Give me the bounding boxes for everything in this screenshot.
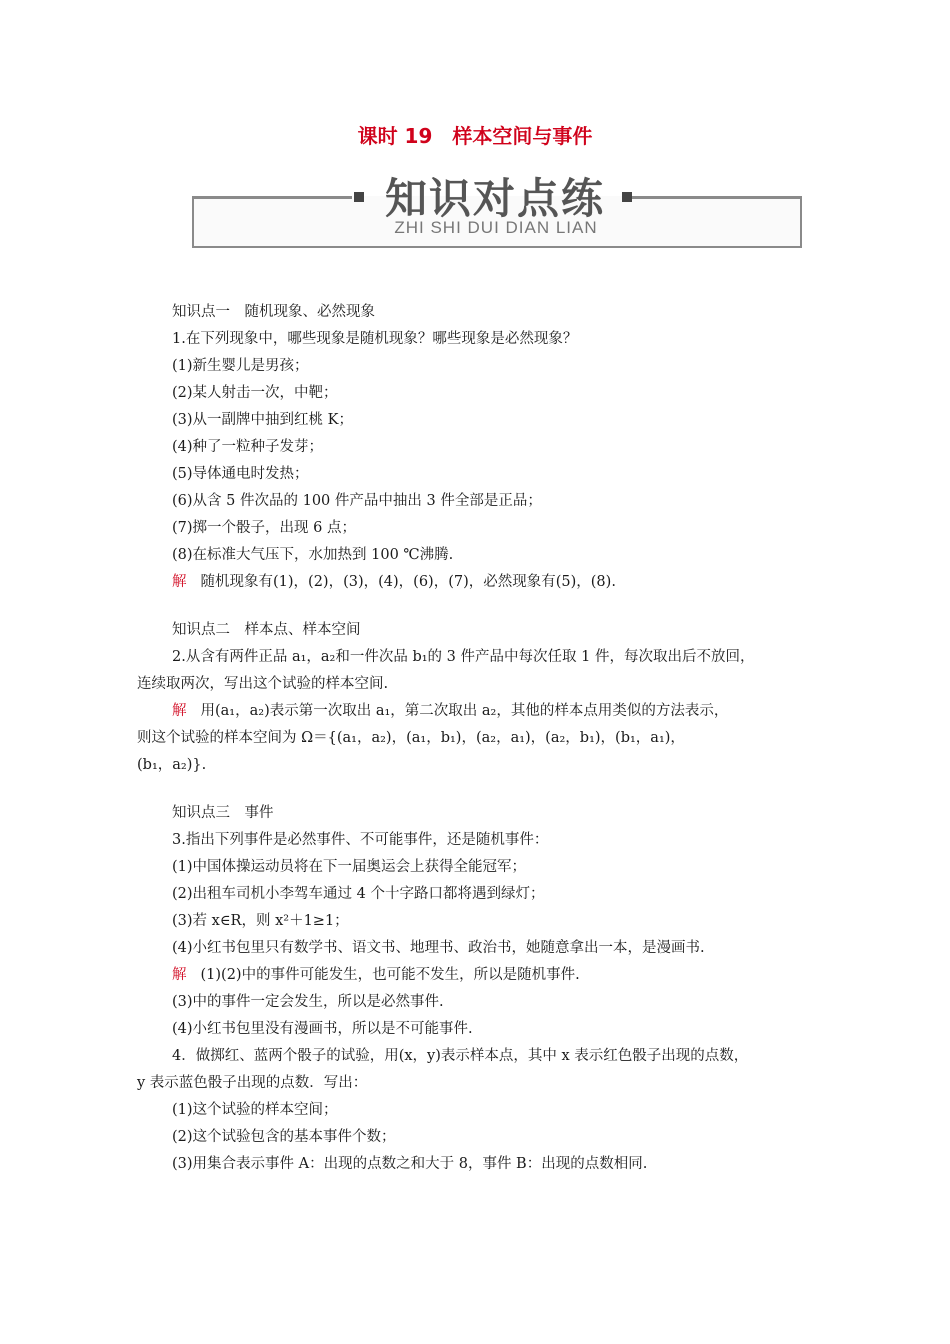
text-line bbox=[137, 908, 817, 935]
text-line bbox=[137, 353, 817, 380]
line-text: (7)掷一个骰子，出现 6 点； bbox=[172, 520, 356, 536]
text-line bbox=[137, 935, 817, 962]
line-text: (3)中的事件一定会发生，所以是必然事件. bbox=[172, 994, 444, 1010]
line-text: 4．做掷红、蓝两个骰子的试验，用(x，y)表示样本点，其中 x 表示红色骰子出现的点数， bbox=[172, 1048, 749, 1064]
solution-line bbox=[137, 569, 817, 596]
line-text: (1)这个试验的样本空间； bbox=[172, 1102, 338, 1118]
text-line bbox=[137, 725, 817, 752]
line-text: 1.在下列现象中，哪些现象是随机现象？哪些现象是必然现象？ bbox=[172, 331, 578, 347]
text-line bbox=[137, 854, 817, 881]
line-text: (1)中国体操运动员将在下一届奥运会上获得全能冠军； bbox=[172, 859, 527, 875]
text-line bbox=[137, 407, 817, 434]
line-text: (2)出租车司机小李驾车通过 4 个十字路口都将遇到绿灯； bbox=[172, 886, 545, 902]
line-text: 用(a₁，a₂)表示第一次取出 a₁，第二次取出 a₂，其他的样本点用类似的方法表示， bbox=[200, 703, 729, 719]
line-text: (2)这个试验包含的基本事件个数； bbox=[172, 1129, 396, 1145]
text-line bbox=[137, 488, 817, 515]
text-line bbox=[137, 989, 817, 1016]
solution-line bbox=[137, 698, 817, 725]
solution-label: 解 bbox=[172, 703, 187, 719]
text-line bbox=[137, 881, 817, 908]
banner-pinyin: ZHI SHI DUI DIAN LIAN bbox=[394, 218, 598, 237]
line-text: 则这个试验的样本空间为 Ω＝{(a₁，a₂)，(a₁，b₁)，(a₂，a₁)，(a₂，b₁)，(b₁，a₁)， bbox=[137, 730, 685, 746]
line-text: 连续取两次，写出这个试验的样本空间. bbox=[137, 676, 389, 692]
line-text: (3)若 x∈R，则 x²＋1≥1； bbox=[172, 913, 349, 929]
section-gap bbox=[137, 596, 817, 616]
text-line bbox=[137, 1043, 817, 1070]
text-line bbox=[137, 326, 817, 353]
text-line bbox=[137, 1016, 817, 1043]
text-line bbox=[137, 1097, 817, 1124]
line-text: (6)从含 5 件次品的 100 件产品中抽出 3 件全部是正品； bbox=[172, 493, 542, 509]
line-text: 随机现象有(1)，(2)，(3)，(4)，(6)，(7)，必然现象有(5)，(8). bbox=[200, 574, 616, 590]
line-text: (8)在标准大气压下，水加热到 100 ℃沸腾. bbox=[172, 547, 454, 563]
text-line bbox=[137, 380, 817, 407]
text-line bbox=[137, 515, 817, 542]
line-text: (3)从一副牌中抽到红桃 K； bbox=[172, 412, 353, 428]
text-line bbox=[137, 1070, 817, 1097]
solution-label: 解 bbox=[172, 574, 187, 590]
text-line bbox=[137, 434, 817, 461]
document-body bbox=[137, 298, 817, 1178]
section-title: 知识点二 样本点、样本空间 bbox=[172, 622, 361, 638]
banner-title: 知识对点练 bbox=[384, 174, 605, 223]
text-line bbox=[137, 827, 817, 854]
lesson-title: 课时 19 样本空间与事件 bbox=[357, 124, 593, 148]
banner-rule-left bbox=[192, 196, 352, 199]
section-banner bbox=[192, 162, 804, 250]
text-line bbox=[137, 644, 817, 671]
text-line bbox=[137, 752, 817, 779]
square-bullet-icon bbox=[622, 192, 632, 202]
text-line bbox=[137, 1151, 817, 1178]
line-text: (b₁，a₂)}. bbox=[137, 757, 207, 773]
line-text: (4)小红书包里只有数学书、语文书、地理书、政治书，她随意拿出一本，是漫画书. bbox=[172, 940, 705, 956]
square-bullet-icon bbox=[354, 192, 364, 202]
line-text: 2.从含有两件正品 a₁，a₂和一件次品 b₁的 3 件产品中每次任取 1 件，每次取出后不放回， bbox=[172, 649, 755, 665]
line-text: (3)用集合表示事件 A：出现的点数之和大于 8，事件 B：出现的点数相同. bbox=[172, 1156, 648, 1172]
line-text: (4)种了一粒种子发芽； bbox=[172, 439, 324, 455]
banner-rule-right bbox=[632, 196, 800, 199]
text-line bbox=[137, 542, 817, 569]
line-text: (4)小红书包里没有漫画书，所以是不可能事件. bbox=[172, 1021, 473, 1037]
section-title: 知识点三 事件 bbox=[172, 805, 274, 821]
line-text: (1)新生婴儿是男孩； bbox=[172, 358, 309, 374]
text-line bbox=[137, 461, 817, 488]
line-text: 3.指出下列事件是必然事件、不可能事件，还是随机事件： bbox=[172, 832, 549, 848]
line-text: (2)某人射击一次，中靶； bbox=[172, 385, 338, 401]
solution-line bbox=[137, 962, 817, 989]
solution-label: 解 bbox=[172, 967, 187, 983]
line-text: (5)导体通电时发热； bbox=[172, 466, 309, 482]
text-line bbox=[137, 671, 817, 698]
section-gap bbox=[137, 779, 817, 799]
text-line bbox=[137, 1124, 817, 1151]
line-text: y 表示蓝色骰子出现的点数．写出： bbox=[137, 1075, 368, 1091]
section-title: 知识点一 随机现象、必然现象 bbox=[172, 304, 375, 320]
line-text: (1)(2)中的事件可能发生，也可能不发生，所以是随机事件. bbox=[200, 967, 580, 983]
